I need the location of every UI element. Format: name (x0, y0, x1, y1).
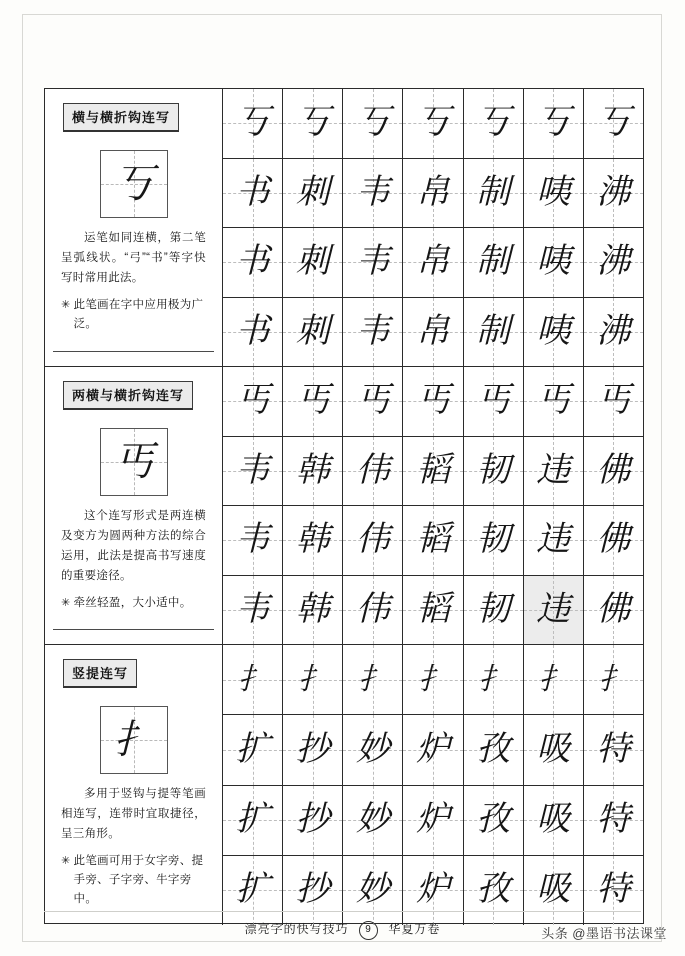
grid-cell (464, 576, 524, 645)
grid-cell (524, 645, 584, 714)
cell-character: 沸 (596, 312, 631, 350)
cell-character: 刺 (295, 173, 330, 211)
cell-character: 伟 (355, 451, 390, 489)
grid-cell (223, 506, 283, 575)
cell-character: 韧 (476, 590, 511, 628)
block-info-column (45, 89, 223, 366)
grid-cell (524, 228, 584, 297)
grid-cell (584, 715, 643, 784)
grid-cell (524, 856, 584, 925)
grid-cell (403, 715, 463, 784)
note-underline (53, 351, 214, 352)
cell-character: 韦 (235, 451, 270, 489)
cell-character: 丐 (415, 382, 450, 420)
grid-row (223, 159, 643, 229)
block-description: 运笔如同连横，第二笔呈弧线状。“弓”“书”等字快写时常用此法。 (61, 232, 206, 284)
cell-character: 妙 (355, 730, 390, 768)
cell-character: 扌 (357, 662, 388, 696)
block-description: 这个连写形式是两连横及变方为圆两种方法的综合运用，此法是提高书写速度的重要途径。 (61, 510, 206, 582)
grid-cell (283, 228, 343, 297)
cell-character: 韬 (415, 521, 450, 559)
block-description: 多用于竖钩与提等笔画相连写，连带时宜取捷径，呈三角形。 (61, 788, 206, 840)
grid-row (223, 228, 643, 298)
grid-cell (223, 576, 283, 645)
grid-cell (283, 89, 343, 158)
grid-cell (584, 856, 643, 925)
grid-row (223, 506, 643, 576)
grid-cell (283, 856, 343, 925)
cell-character: 特 (596, 801, 631, 839)
model-character-box (100, 428, 168, 496)
cell-character: 违 (536, 590, 571, 628)
grid-row (223, 576, 643, 645)
grid-cell (223, 228, 283, 297)
cell-character: 扌 (598, 662, 629, 696)
grid-cell (584, 786, 643, 855)
footer-publisher: 华夏万卷 (388, 922, 441, 936)
page-number: 9 (359, 921, 378, 940)
cell-character: 韩 (295, 451, 330, 489)
grid-cell (524, 786, 584, 855)
cell-character: 丂 (355, 104, 390, 142)
grid-row (223, 715, 643, 785)
grid-cell (464, 506, 524, 575)
cell-character: 丂 (596, 104, 631, 142)
cell-character: 违 (536, 451, 571, 489)
footer-book-title: 漂亮字的快写技巧 (244, 922, 349, 936)
cell-character: 违 (536, 521, 571, 559)
grid-cell (223, 298, 283, 367)
cell-character: 吸 (536, 871, 571, 909)
grid-cell (403, 576, 463, 645)
model-character-box (100, 706, 168, 774)
grid-row (223, 298, 643, 367)
grid-cell (403, 159, 463, 228)
grid-cell (283, 367, 343, 436)
cell-character: 佛 (596, 590, 631, 628)
grid-cell (464, 786, 524, 855)
grid-cell (343, 89, 403, 158)
cell-character: 韬 (415, 451, 450, 489)
block-info-column (45, 367, 223, 644)
model-character: 扌 (113, 717, 154, 762)
grid-cell (343, 437, 403, 506)
grid-cell (403, 856, 463, 925)
cell-character: 帛 (415, 173, 450, 211)
cell-character: 妙 (355, 801, 390, 839)
practice-grid (223, 645, 643, 925)
grid-cell (223, 645, 283, 714)
grid-cell (584, 298, 643, 367)
grid-cell (343, 367, 403, 436)
block-note (61, 296, 206, 334)
grid-cell (584, 89, 643, 158)
grid-row (223, 645, 643, 715)
grid-row (223, 856, 643, 925)
cell-character: 抄 (295, 801, 330, 839)
grid-cell (343, 298, 403, 367)
cell-character: 扩 (235, 801, 270, 839)
grid-cell (464, 645, 524, 714)
grid-cell (464, 856, 524, 925)
grid-cell (403, 298, 463, 367)
cell-character: 佛 (596, 521, 631, 559)
cell-character: 特 (596, 730, 631, 768)
grid-cell (343, 576, 403, 645)
grid-cell (524, 437, 584, 506)
grid-cell (343, 506, 403, 575)
asterisk-icon: ✳ (61, 597, 71, 609)
cell-character: 韦 (355, 173, 390, 211)
grid-cell (403, 89, 463, 158)
grid-cell (283, 506, 343, 575)
cell-character: 韩 (295, 590, 330, 628)
grid-cell (524, 367, 584, 436)
grid-cell (223, 786, 283, 855)
cell-character: 吸 (536, 730, 571, 768)
cell-character: 丐 (235, 382, 270, 420)
grid-cell (223, 159, 283, 228)
cell-character: 孜 (476, 801, 511, 839)
grid-cell (283, 437, 343, 506)
grid-row (223, 786, 643, 856)
grid-cell (464, 159, 524, 228)
cell-character: 佛 (596, 451, 631, 489)
grid-cell (464, 228, 524, 297)
cell-character: 扌 (478, 662, 509, 696)
block-note-text: 此笔画可用于女字旁、提手旁、子字旁、牛字旁中。 (73, 855, 204, 905)
grid-cell (584, 228, 643, 297)
grid-cell (524, 89, 584, 158)
cell-character: 丐 (596, 382, 631, 420)
practice-grid (223, 89, 643, 366)
grid-cell (343, 159, 403, 228)
grid-cell (403, 437, 463, 506)
grid-cell (223, 89, 283, 158)
cell-character: 咦 (536, 243, 571, 281)
cell-character: 咦 (536, 173, 571, 211)
cell-character: 扌 (417, 662, 448, 696)
asterisk-icon: ✳ (61, 855, 71, 867)
block-note (61, 852, 206, 909)
cell-character: 帛 (415, 243, 450, 281)
cell-character: 刺 (295, 243, 330, 281)
model-character: 丐 (113, 439, 154, 484)
cell-character: 制 (476, 173, 511, 211)
cell-character: 制 (476, 243, 511, 281)
grid-cell (343, 228, 403, 297)
cell-character: 韩 (295, 521, 330, 559)
cell-character: 书 (235, 173, 270, 211)
model-character-box (100, 150, 168, 218)
cell-character: 韦 (235, 521, 270, 559)
grid-cell (403, 367, 463, 436)
grid-cell (343, 715, 403, 784)
cell-character: 孜 (476, 871, 511, 909)
cell-character: 丐 (295, 382, 330, 420)
cell-character: 丂 (235, 104, 270, 142)
cell-character: 抄 (295, 871, 330, 909)
cell-character: 韦 (355, 312, 390, 350)
grid-cell-highlighted (524, 576, 584, 645)
block-info-column (45, 645, 223, 925)
cell-character: 制 (476, 312, 511, 350)
cell-character: 韧 (476, 521, 511, 559)
cell-character: 丂 (415, 104, 450, 142)
grid-cell (584, 437, 643, 506)
cell-character: 特 (596, 871, 631, 909)
cell-character: 丂 (536, 104, 571, 142)
cell-character: 丂 (295, 104, 330, 142)
block-note (61, 594, 206, 613)
cell-character: 书 (235, 243, 270, 281)
grid-cell (584, 645, 643, 714)
grid-cell (283, 298, 343, 367)
block-note-text: 此笔画在字中应用极为广泛。 (73, 299, 204, 330)
cell-character: 刺 (295, 312, 330, 350)
block-title: 横与横折钩连写 (63, 103, 179, 132)
grid-cell (464, 367, 524, 436)
watermark-text: 头条 @墨语书法课堂 (541, 926, 667, 941)
grid-cell (223, 715, 283, 784)
grid-cell (403, 506, 463, 575)
practice-block (45, 645, 643, 925)
cell-character: 抄 (295, 730, 330, 768)
grid-cell (524, 298, 584, 367)
grid-cell (343, 645, 403, 714)
cell-character: 韬 (415, 590, 450, 628)
cell-character: 韦 (355, 243, 390, 281)
cell-character: 韧 (476, 451, 511, 489)
practice-sheet (44, 88, 644, 924)
cell-character: 孜 (476, 730, 511, 768)
asterisk-icon: ✳ (61, 299, 71, 311)
cell-character: 咦 (536, 312, 571, 350)
practice-block (45, 89, 643, 367)
grid-cell (464, 89, 524, 158)
cell-character: 伟 (355, 521, 390, 559)
cell-character: 妙 (355, 871, 390, 909)
note-underline (53, 629, 214, 630)
cell-character: 丐 (536, 382, 571, 420)
cell-character: 伟 (355, 590, 390, 628)
grid-cell (584, 506, 643, 575)
cell-character: 书 (235, 312, 270, 350)
grid-cell (343, 786, 403, 855)
cell-character: 炉 (415, 730, 450, 768)
grid-cell (343, 856, 403, 925)
block-note-text: 牵丝轻盈，大小适中。 (73, 597, 192, 609)
cell-character: 丂 (476, 104, 511, 142)
grid-cell (283, 645, 343, 714)
grid-cell (524, 715, 584, 784)
grid-cell (403, 228, 463, 297)
grid-row (223, 437, 643, 507)
cell-character: 沸 (596, 173, 631, 211)
grid-cell (403, 786, 463, 855)
grid-row (223, 89, 643, 159)
grid-cell (403, 645, 463, 714)
grid-cell (524, 506, 584, 575)
cell-character: 扌 (237, 662, 268, 696)
grid-cell (524, 159, 584, 228)
grid-cell (584, 159, 643, 228)
cell-character: 韦 (235, 590, 270, 628)
cell-character: 炉 (415, 801, 450, 839)
grid-cell (223, 437, 283, 506)
grid-cell (223, 367, 283, 436)
cell-character: 帛 (415, 312, 450, 350)
block-title: 两横与横折钩连写 (63, 381, 193, 410)
cell-character: 吸 (536, 801, 571, 839)
cell-character: 扌 (538, 662, 569, 696)
cell-character: 炉 (415, 871, 450, 909)
model-character: 丂 (113, 161, 154, 206)
grid-cell (464, 715, 524, 784)
practice-block (45, 367, 643, 645)
block-title: 竖提连写 (63, 659, 137, 688)
grid-cell (464, 437, 524, 506)
cell-character: 丐 (476, 382, 511, 420)
grid-cell (283, 159, 343, 228)
cell-character: 扩 (235, 871, 270, 909)
practice-grid (223, 367, 643, 644)
grid-cell (584, 367, 643, 436)
cell-character: 扌 (297, 662, 328, 696)
grid-cell (283, 715, 343, 784)
cell-character: 沸 (596, 243, 631, 281)
footer-divider (44, 911, 641, 912)
grid-cell (584, 576, 643, 645)
grid-row (223, 367, 643, 437)
grid-cell (464, 298, 524, 367)
cell-character: 扩 (235, 730, 270, 768)
cell-character: 丐 (355, 382, 390, 420)
grid-cell (223, 856, 283, 925)
grid-cell (283, 786, 343, 855)
grid-cell (283, 576, 343, 645)
